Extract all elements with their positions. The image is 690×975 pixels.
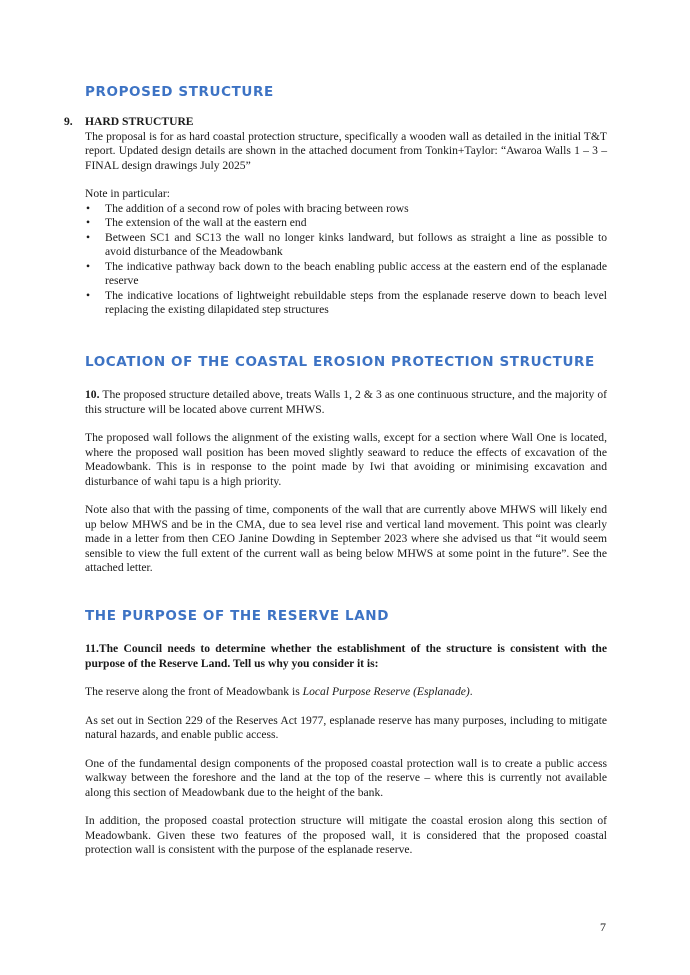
paragraph-location-1	[85, 388, 607, 417]
item-number-9: 9.	[64, 115, 73, 128]
paragraph-purpose-3: One of the fundamental design components of the proposed coastal protection wall is to create a public access walkway between the foreshore and the land at the top of the reserve – where this is currently not available along this section of Meadowbank due to the height of the bank.	[85, 756, 607, 799]
paragraph-proposal-intro: The proposal is for as hard coastal protection structure, specifically a wooden wall as detailed in the initial T&T report. Updated design details are shown in the attached document from Tonkin+Taylor: “Awaroa Walls 1 – 3 – FINAL design drawings July 2025”	[85, 129, 607, 172]
paragraph-purpose-4: In addition, the proposed coastal protection structure will mitigate the coastal erosion along this section of Meadowbank. Given these two features of the proposed wall, it is considered that the proposed coastal protection wall is consistent with the purpose of the esplanade reserve.	[85, 814, 607, 856]
heading-purpose: THE PURPOSE OF THE RESERVE LAND	[85, 608, 390, 624]
list-item: • The extension of the wall at the eastern end	[85, 216, 607, 231]
paragraph-purpose-2: As set out in Section 229 of the Reserves Act 1977, esplanade reserve has many purposes, including to mitigate natural hazards, and enable public access.	[85, 713, 607, 741]
heading-location: LOCATION OF THE COASTAL EROSION PROTECTION STRUCTURE	[85, 354, 595, 370]
paragraph-location-1-text: The proposed structure detailed above, treats Walls 1, 2 & 3 as one continuous structure, and the majority of this structure will be located above current MHWS.	[85, 388, 607, 416]
bullet-list-notes	[85, 202, 607, 318]
item-number-10: 10.	[85, 388, 100, 401]
list-item: • The addition of a second row of poles with bracing between rows	[85, 202, 607, 217]
paragraph-purpose-1-suffix: .	[469, 685, 473, 698]
note-label: Note in particular:	[85, 187, 170, 200]
item-title-hard-structure: HARD STRUCTURE	[85, 115, 194, 128]
list-item: • The indicative pathway back down to the beach enabling public access at the eastern end of the esplanade reserve	[85, 260, 607, 289]
paragraph-purpose-1	[85, 685, 607, 700]
list-item: • The indicative locations of lightweight rebuildable steps from the esplanade reserve down to beach level replacing the existing dilapidated step structures	[85, 289, 607, 318]
question-11: 11.The Council needs to determine whether the establishment of the structure is consistent with the purpose of the Reserve Land. Tell us why you consider it is:	[85, 642, 607, 670]
page-number: 7	[600, 920, 606, 934]
reserve-type-italic: Local Purpose Reserve (Esplanade)	[302, 685, 470, 698]
paragraph-location-2: The proposed wall follows the alignment of the existing walls, except for a section where Wall One is located, where the proposed wall position has been moved slightly seaward to reduce the effects of excavation of the Meadowbank. This is in response to the point made by Iwi that avoiding or minimising excavation and disturbance of wahi tapu is a high priority.	[85, 431, 607, 488]
section-purpose	[85, 642, 607, 858]
paragraph-purpose-1-prefix: The reserve along the front of Meadowbank is	[85, 685, 303, 698]
list-item: • Between SC1 and SC13 the wall no longer kinks landward, but follows as straight a line as possible to avoid disturbance of the Meadowbank	[85, 231, 607, 260]
heading-proposed-structure: PROPOSED STRUCTURE	[85, 84, 274, 100]
section-location	[85, 388, 607, 576]
paragraph-location-3: Note also that with the passing of time, components of the wall that are currently above MHWS will likely end up below MHWS and be in the CMA, due to sea level rise and vertical land movement. This point was clearly made in a letter from then CEO Janine Dowding in September 2023 where she advised us that “it would seem sensible to view the full extent of the current wall as being below MHWS at some point in the future”. See the attached letter.	[85, 503, 607, 574]
section-hard-structure	[85, 115, 607, 318]
